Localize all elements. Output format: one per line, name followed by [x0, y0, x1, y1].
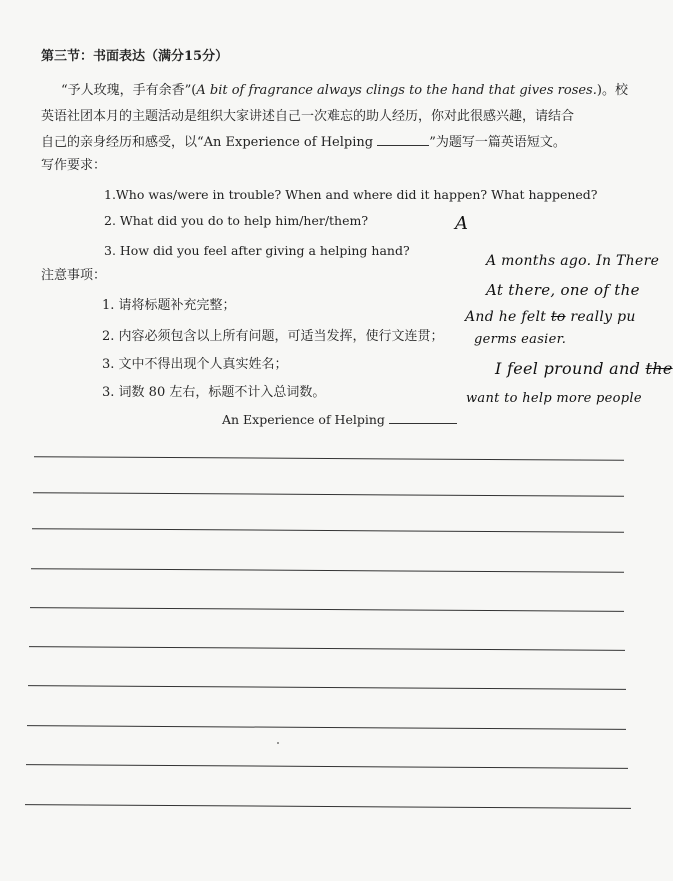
- answer-line: [25, 804, 631, 809]
- intro-line-1: “予人玫瑰，手有余香”(A bit of fragrance always clings to the hand that gives roses.)。校: [61, 83, 628, 98]
- quote-chinese: “予人玫瑰，手有余香”: [61, 83, 192, 98]
- answer-line: [30, 607, 624, 612]
- requirement-item: 3. How did you feel after giving a helping hand?: [104, 243, 410, 258]
- requirement-item: 1.Who was/were in trouble? When and where did it happen? What happened?: [104, 187, 598, 202]
- intro-line-3: 自己的亲身经历和感受，以“An Experience of Helping ”为题写一篇英语短文。: [41, 135, 566, 150]
- intro-line-2: 英语社团本月的主题活动是组织大家讲述自己一次难忘的助人经历，你对此很感兴趣，请结合: [41, 109, 575, 124]
- paper-speck: [277, 742, 279, 744]
- note-item: 2. 内容必须包含以上所有问题，可适当发挥，使行文连贯；: [102, 329, 444, 344]
- answer-line: [33, 492, 624, 497]
- requirement-item: 2. What did you do to help him/her/them?: [104, 213, 369, 228]
- title-blank: [377, 134, 429, 146]
- note-item: 3. 文中不得出现个人真实姓名；: [102, 357, 288, 372]
- answer-line: [28, 685, 626, 690]
- answer-line: [32, 528, 624, 533]
- answer-line: [31, 568, 624, 573]
- notes-label: 注意事项：: [41, 268, 107, 283]
- handwritten-line: At there, one of the: [486, 281, 640, 299]
- handwritten-line: I feel pround and the: [495, 359, 673, 378]
- answer-title: An Experience of Helping: [222, 412, 457, 427]
- section-heading: 第三节：书面表达（满分15分）: [41, 49, 229, 64]
- quote-english: A bit of fragrance always clings to the hand that gives roses.: [196, 83, 597, 98]
- note-item: 1. 请将标题补充完整；: [102, 298, 236, 313]
- handwritten-title-fill: A: [455, 213, 469, 234]
- handwritten-line: And he felt to really pu: [465, 309, 636, 325]
- note-item: 3. 词数 80 左右，标题不计入总词数。: [102, 385, 326, 400]
- handwritten-line: germs easier.: [474, 332, 567, 347]
- handwritten-line: want to help more people: [466, 391, 642, 406]
- requirements-label: 写作要求：: [41, 158, 107, 173]
- answer-line: [26, 764, 628, 769]
- answer-line: [27, 725, 626, 730]
- answer-line: [34, 456, 624, 461]
- handwritten-line: A months ago. In There: [486, 253, 660, 269]
- answer-title-blank: [389, 412, 457, 424]
- answer-line: [29, 646, 625, 651]
